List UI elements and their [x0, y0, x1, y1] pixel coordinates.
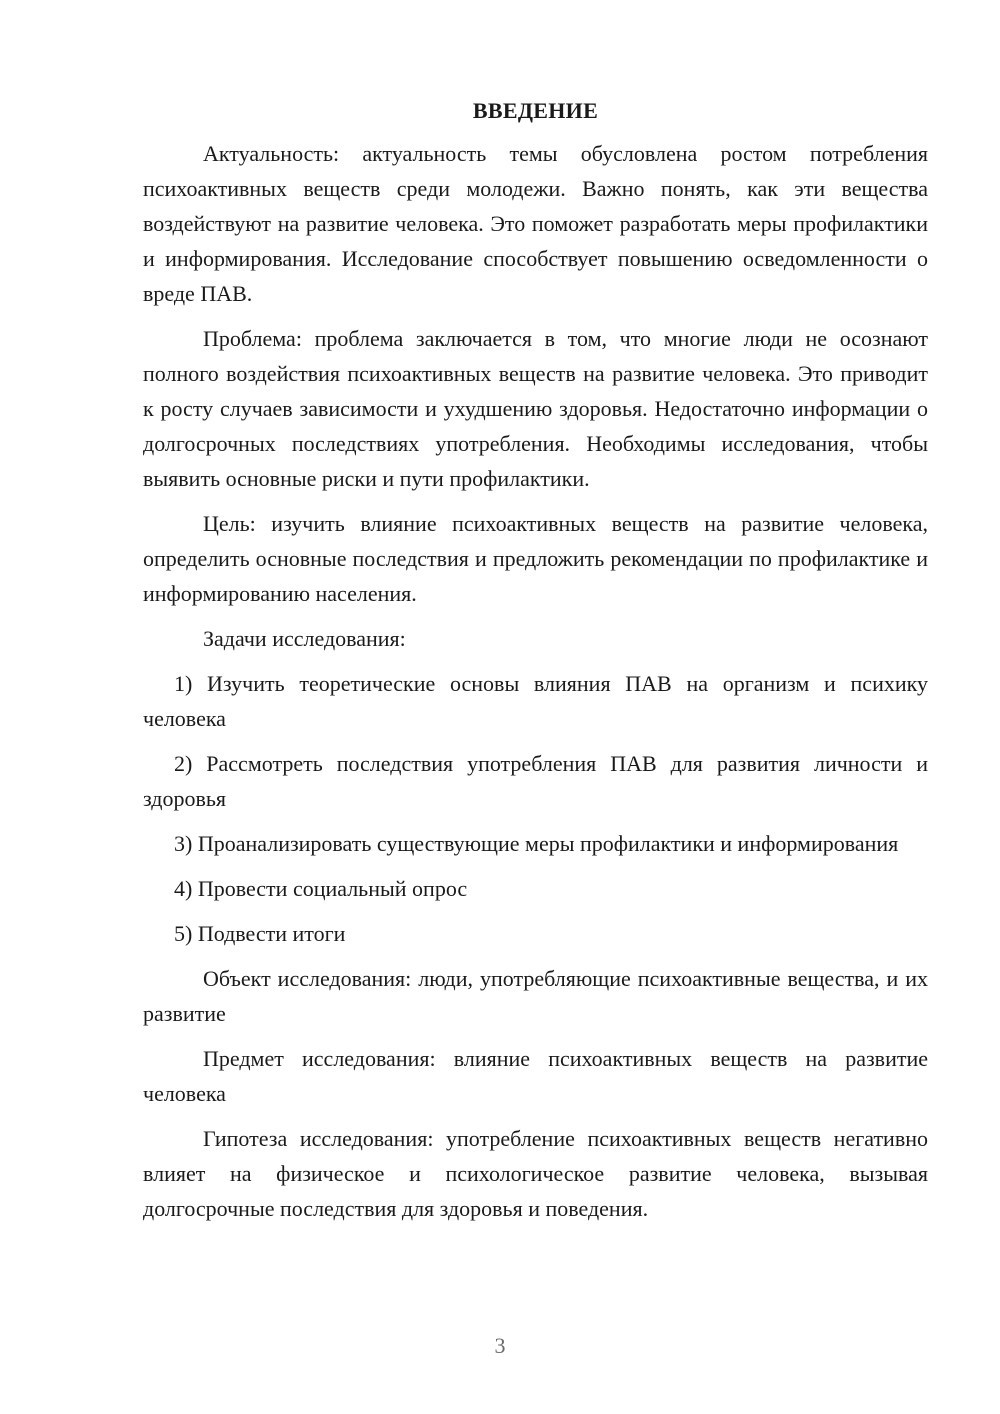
object-paragraph: Объект исследования: люди, употребляющие психоактивные вещества, и их развитие	[143, 966, 928, 1026]
section-title: ВВЕДЕНИЕ	[472, 98, 599, 123]
relevance-paragraph: Актуальность: актуальность темы обусловлена ростом потребления психоактивных веществ среди молодежи. Важно понять, как эти вещества воздействуют на развитие человека. Это поможет разработать меры профилактики и информирования. Исследование способствует повышению осведомленности о вреде ПАВ.	[143, 141, 928, 306]
tasks-label: Задачи исследования:	[203, 626, 406, 651]
problem-paragraph: Проблема: проблема заключается в том, что многие люди не осознают полного воздействия психоактивных веществ на развитие человека. Это приводит к росту случаев зависимости и ухудшению здоровья. Недостаточно информации о долгосрочных последствиях употребления. Необходимы исследования, чтобы выявить основные риски и пути профилактики.	[143, 326, 928, 491]
task-item-3: 3) Проанализировать существующие меры профилактики и информирования	[174, 831, 899, 856]
task-item-2: 2) Рассмотреть последствия употребления ПАВ для развития личности и здоровья	[143, 751, 928, 811]
document-page	[143, 93, 928, 1236]
task-item-5: 5) Подвести итоги	[174, 921, 346, 946]
hypothesis-paragraph: Гипотеза исследования: употребление психоактивных веществ негативно влияет на физическое и психологическое развитие человека, вызывая долгосрочные последствия для здоровья и поведения.	[143, 1126, 928, 1221]
task-item-1: 1) Изучить теоретические основы влияния ПАВ на организм и психику человека	[143, 671, 928, 731]
task-item-4: 4) Провести социальный опрос	[174, 876, 468, 901]
goal-paragraph: Цель: изучить влияние психоактивных веществ на развитие человека, определить основные последствия и предложить рекомендации по профилактике и информированию населения.	[143, 511, 928, 606]
subject-paragraph: Предмет исследования: влияние психоактивных веществ на развитие человека	[143, 1046, 928, 1106]
page-number: 3	[494, 1333, 506, 1358]
